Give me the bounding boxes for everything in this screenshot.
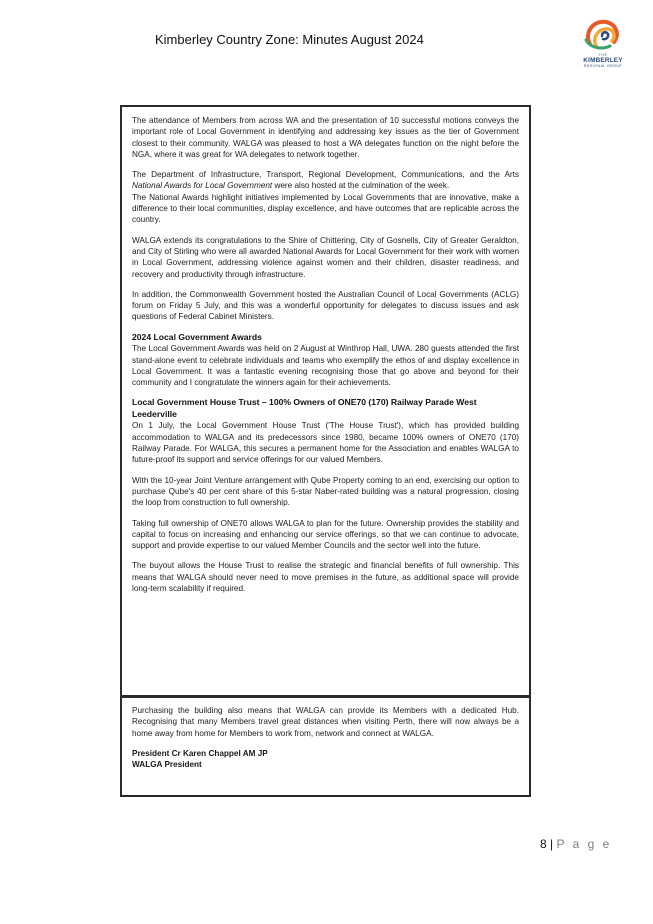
logo-the: THE bbox=[598, 52, 608, 57]
signature-name: President Cr Karen Chappel AM JP bbox=[132, 748, 268, 758]
paragraph-buyout: The buyout allows the House Trust to realise the strategic and financial benefits of full ownership. This means that WALGA should never need to move premises in the future, as additional space will provide long-term scalability if required. bbox=[132, 561, 519, 593]
kimberley-regional-group-logo bbox=[576, 14, 630, 76]
paragraph-full-ownership: Taking full ownership of ONE70 allows WALGA to plan for the future. Ownership provides the stability and capital to focus on increasing and enhancing our service offerings, so that we can continue to advocate, support and provide expertise to our valued Member Councils and the sector well into the future. bbox=[132, 518, 519, 551]
president-report-box bbox=[120, 105, 531, 697]
national-awards-text-post: were also hosted at the culmination of the week. bbox=[272, 181, 450, 191]
logo-text bbox=[576, 52, 630, 68]
paragraph-national-awards-highlight: The National Awards highlight initiatives implemented by Local Governments that are innovative, make a difference to their local communities, display excellence, and have outcomes that are replicable across the country. bbox=[132, 192, 519, 225]
logo-subtitle: REGIONAL GROUP bbox=[583, 64, 623, 68]
paragraph-congratulations: WALGA extends its congratulations to the Shire of Chittering, City of Gosnells, City of Greater Geraldton, and City of Stirling who were all awarded National Awards for Local Government for their work with women in Local Government, addressing violence against women and their children, disaster readiness, and recovery and productivity through infrastructure. bbox=[132, 235, 519, 279]
paragraph-lg-awards: The Local Government Awards was held on 2 August at Winthrop Hall, UWA. 280 guests attended the first stand-alone event to celebrate individuals and teams who exemplify the ethos of and display excellence in Local Government. It was a fantastic evening recognising those that go above and beyond for their community and I congratulate the winners again for their achievements. bbox=[132, 344, 519, 388]
document-title: Kimberley Country Zone: Minutes August 2024 bbox=[155, 32, 424, 47]
logo-swirl-icon bbox=[576, 14, 630, 52]
signature-title: WALGA President bbox=[132, 759, 202, 769]
heading-lg-awards: 2024 Local Government Awards bbox=[132, 331, 262, 342]
page-separator: | bbox=[550, 837, 554, 851]
logo-name: KIMBERLEY bbox=[583, 57, 623, 64]
national-awards-title: National Awards for Local Government bbox=[132, 181, 273, 191]
heading-house-trust: Local Government House Trust – 100% Owners of ONE70 (170) Railway Parade West Leederville bbox=[132, 397, 477, 419]
page-footer bbox=[540, 837, 612, 851]
president-report-box-continued bbox=[120, 697, 531, 797]
paragraph-nga-attendance: The attendance of Members from across WA and the presentation of 10 successful motions conveys the important role of Local Government in identifying and addressing key issues as the tier of Government closest to their community. WALGA was pleased to host a WA delegates function on the night before the NGA, where it was great for WA delegates to network together. bbox=[132, 116, 519, 159]
paragraph-aclg-forum: In addition, the Commonwealth Government hosted the Australian Council of Local Governments (ACLG) forum on Friday 5 July, and this was a wonderful opportunity for delegates to discuss issues and ask questions of Federal Cabinet Ministers. bbox=[132, 289, 519, 322]
paragraph-dedicated-hub: Purchasing the building also means that WALGA can provide its Members with a dedicated Hub. Recognising that many Members travel great distances when visiting Perth, there will now always be a home away from home for Members to work from, network and connect at WALGA. bbox=[132, 706, 519, 738]
page-label: P a g e bbox=[556, 837, 612, 851]
page-number: 8 bbox=[540, 837, 547, 851]
national-awards-text-pre: The Department of Infrastructure, Transport, Regional Development, Communications, and the Arts bbox=[132, 170, 519, 180]
paragraph-joint-venture: With the 10-year Joint Venture arrangement with Qube Property coming to an end, exercising our option to purchase Qube's 40 per cent share of this 5-star Naber-rated building was a natural progression, closing the loop from construction to full ownership. bbox=[132, 475, 519, 508]
paragraph-national-awards bbox=[132, 169, 519, 192]
paragraph-house-trust: On 1 July, the Local Government House Trust ('The House Trust'), which has provided building accommodation to WALGA and its predecessors since 1980, became 100% owners of ONE70 (170) Railway Parade. For WALGA, this secures a permanent home for the Association and enables WALGA to future-proof its support and service offerings for our valued Members. bbox=[132, 421, 519, 465]
